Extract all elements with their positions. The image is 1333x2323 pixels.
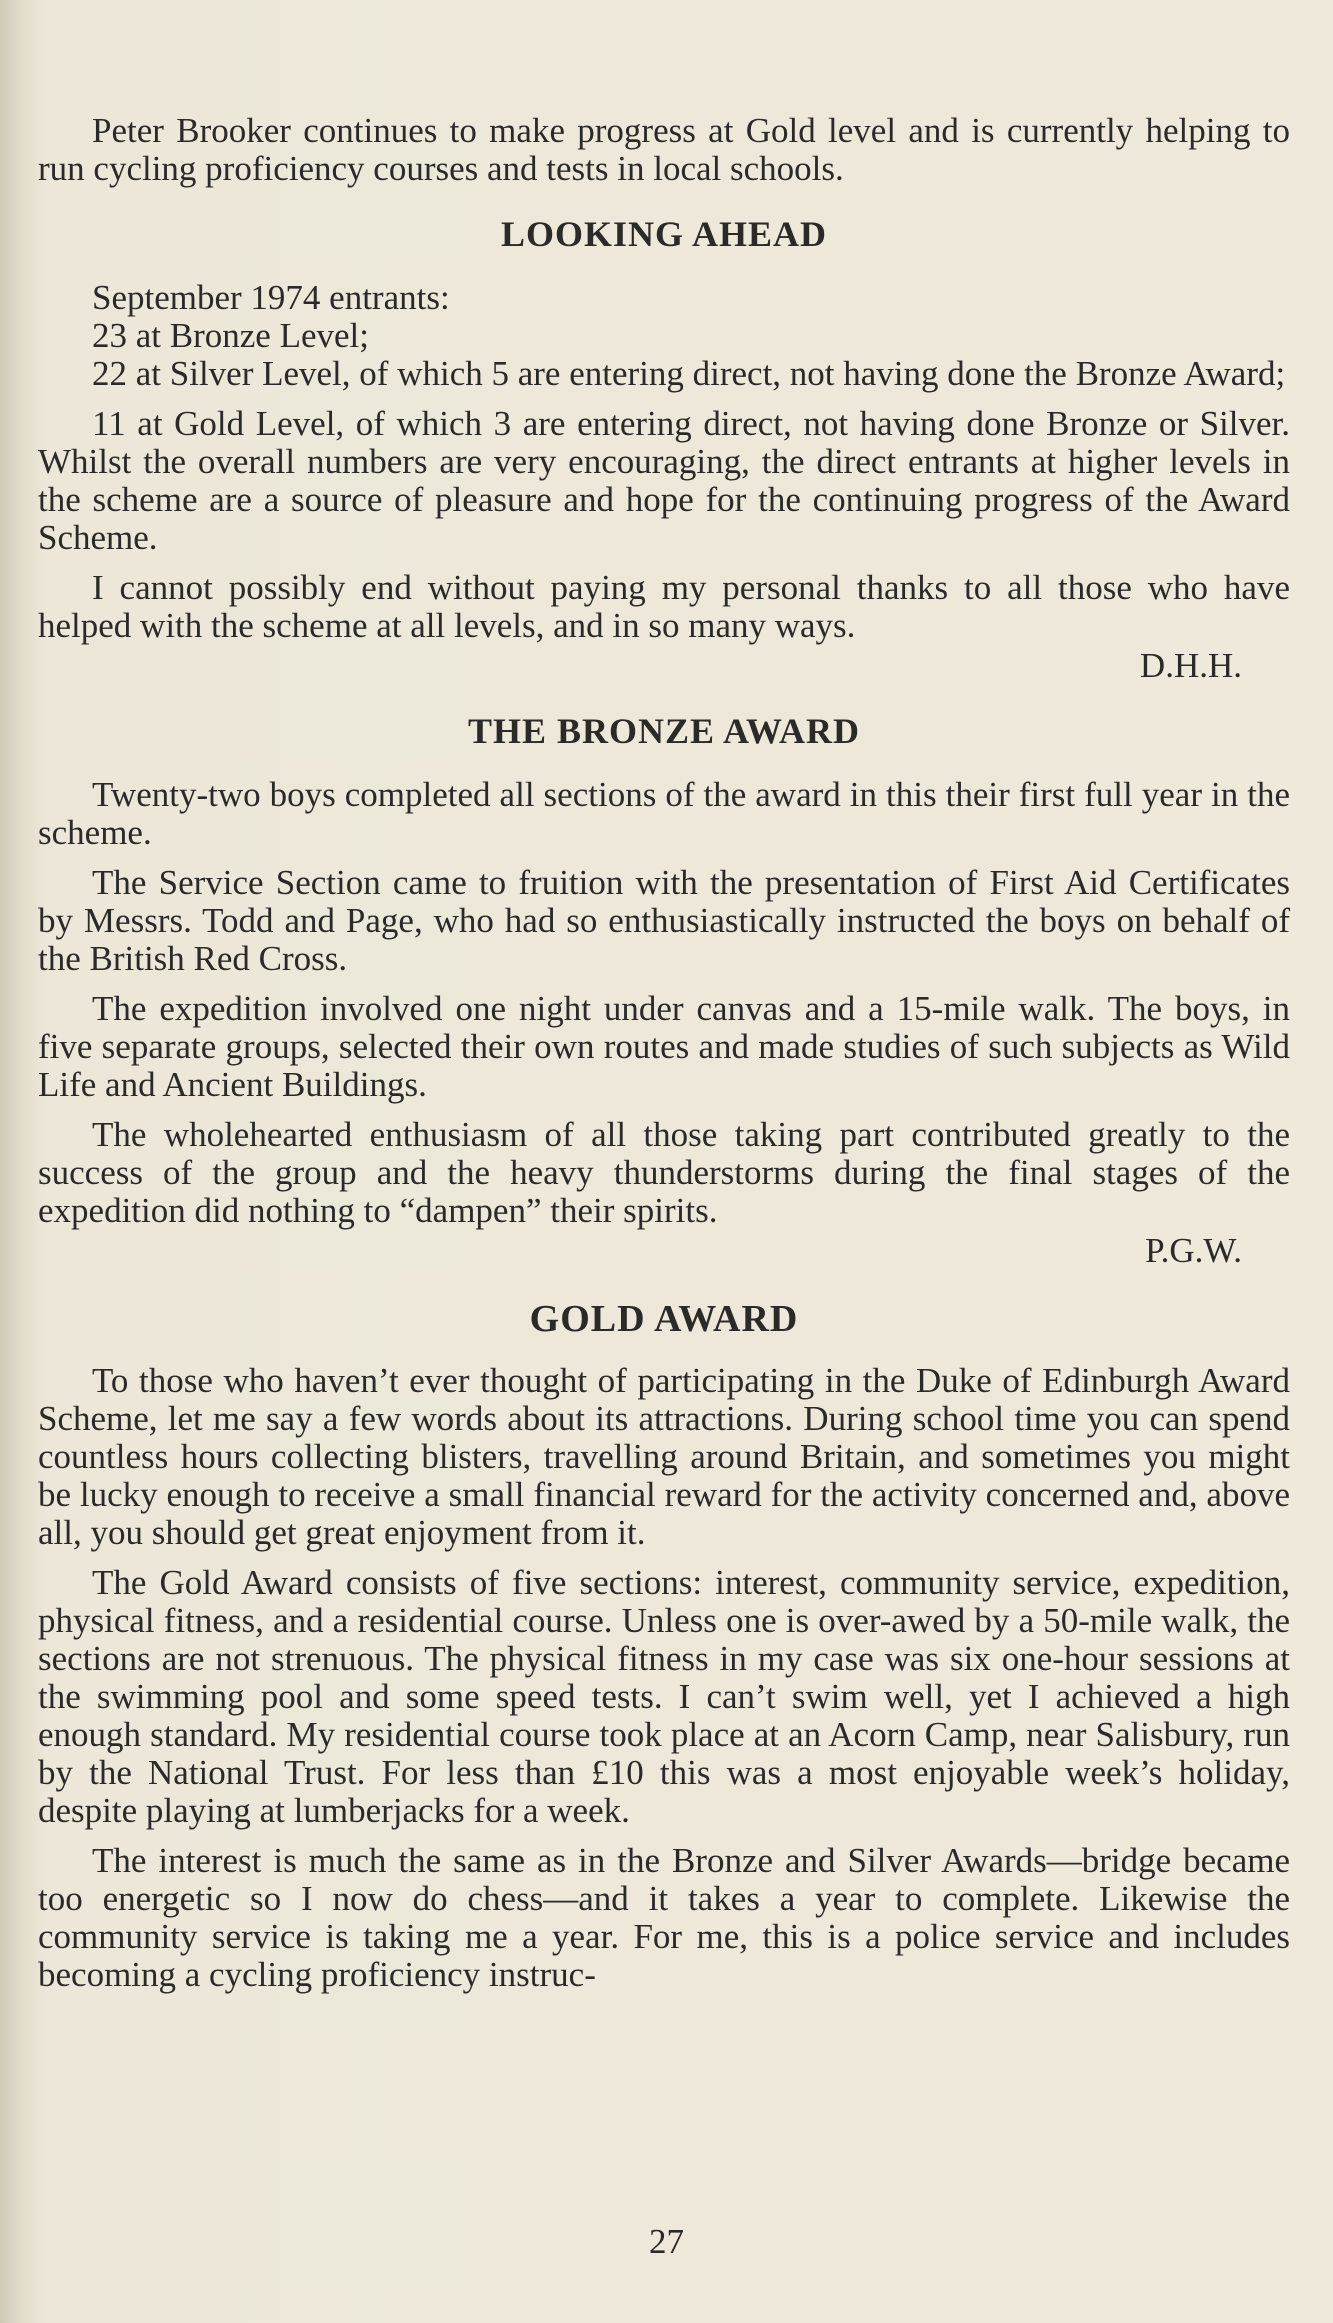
gold-paragraph-1: To those who haven’t ever thought of participating in the Duke of Edinburgh Award Scheme, let me say a few words about its attractions. During school time you can spend countless hours collecting blisters, travelling around Britain, and sometimes you might be lucky enough to receive a small financial reward for the activity concerned and, above all, you should get great enjoyment from it. <box>38 1361 1290 1552</box>
entrants-bronze: 23 at Bronze Level; <box>92 316 369 355</box>
bronze-paragraph-3: The expedition involved one night under canvas and a 15-mile walk. The boys, in five separate groups, selected their own routes and made studies of such subjects as Wild Life and Ancient Buildings. <box>38 989 1290 1104</box>
looking-ahead-heading: LOOKING AHEAD <box>500 214 828 254</box>
intro-paragraph: Peter Brooker continues to make progress at Gold level and is currently helping to run cycling proficiency courses and tests in local schools. <box>38 111 1290 188</box>
entrants-gold: 11 at Gold Level, of which 3 are entering direct, not having done Bronze or Silver. Whilst the overall numbers are very encouraging, the direct entrants at higher levels in the scheme are a source of pleasure and hope for the continuing progress of the Award Scheme. <box>38 404 1290 557</box>
signature-pgw: P.G.W. <box>1145 1231 1242 1270</box>
thanks-paragraph: I cannot possibly end without paying my personal thanks to all those who have helped with the scheme at all levels, and in so many ways. <box>38 568 1290 645</box>
gold-paragraph-3: The interest is much the same as in the Bronze and Silver Awards—bridge became too energetic so I now do chess—and it takes a year to complete. Likewise the community service is taking me a year. For me, this is a police service and includes becoming a cycling proficiency instruc- <box>38 1841 1290 1994</box>
entrants-intro: September 1974 entrants: <box>92 278 450 317</box>
page-body <box>38 112 1290 1994</box>
gold-award-heading: GOLD AWARD <box>529 1298 799 1340</box>
bronze-paragraph-1: Twenty-two boys completed all sections of the award in this their first full year in the scheme. <box>38 775 1290 852</box>
page-number: 27 <box>649 2222 684 2261</box>
signature-dhh: D.H.H. <box>1139 646 1242 685</box>
gold-paragraph-2: The Gold Award consists of five sections: interest, community service, expedition, physical fitness, and a residential course. Unless one is over-awed by a 50-mile walk, the sections are not strenuous. The physical fitness in my case was six one-hour sessions at the swimming pool and some speed tests. I can’t swim well, yet I achieved a high enough standard. My residential course took place at an Acorn Camp, near Salisbury, run by the National Trust. For less than £10 this was a most enjoyable week’s holiday, despite playing at lumberjacks for a week. <box>38 1563 1290 1830</box>
bronze-award-heading: THE BRONZE AWARD <box>467 711 861 751</box>
bronze-paragraph-2: The Service Section came to fruition with the presentation of First Aid Certificates by Messrs. Todd and Page, who had so enthusiastically instructed the boys on behalf of the British Red Cross. <box>38 863 1290 978</box>
entrants-silver: 22 at Silver Level, of which 5 are entering direct, not having done the Bronze Award; <box>92 354 1286 393</box>
bronze-paragraph-4: The wholehearted enthusiasm of all those taking part contributed greatly to the success of the group and the heavy thunderstorms during the final stages of the expedition did nothing to “dampen” their spirits. <box>38 1115 1290 1230</box>
